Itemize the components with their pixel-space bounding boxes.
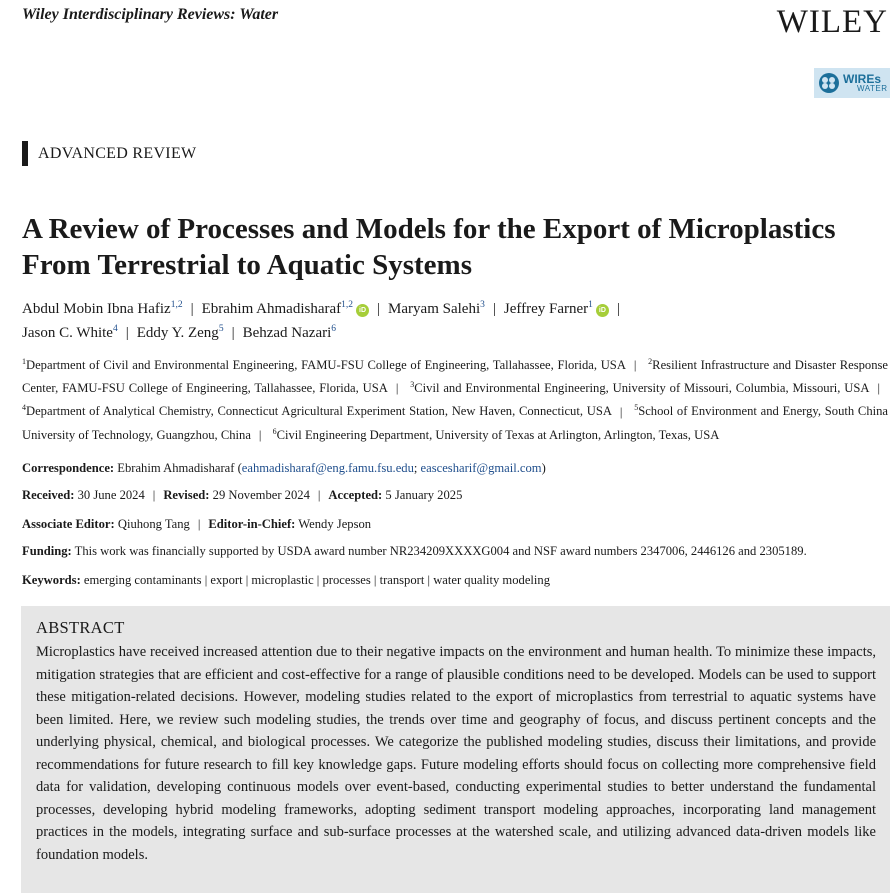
article-title: A Review of Processes and Models for the Export of Microplastics From Terrestrial to Aquatic Systems bbox=[22, 213, 836, 281]
droplet-cluster-icon bbox=[818, 72, 840, 94]
accepted-date: 5 January 2025 bbox=[385, 488, 463, 502]
abstract-heading: ABSTRACT bbox=[36, 618, 125, 637]
email-link[interactable]: eascesharif@gmail.com bbox=[420, 461, 542, 475]
author-list: Abdul Mobin Ibna Hafiz$^{1,2}$ | Ebrahim Ahmadisharaf$^{1,2}$iD | Maryam Salehi$^3$ | Jeffrey Farner$^1$iD | Jason C. White$^4$ | Eddy Y. Zeng$^5$ | Behzad Nazari$^6$ bbox=[22, 300, 620, 341]
abstract-box bbox=[21, 606, 890, 893]
affil-text: Civil and Environmental Engineering, University of Missouri, Columbia, Missouri, USA bbox=[414, 381, 870, 396]
wires-badge bbox=[814, 68, 890, 98]
keyword: emerging contaminants bbox=[83, 573, 202, 587]
author-name[interactable]: Ebrahim Ahmadisharaf bbox=[201, 301, 342, 317]
author-aff: 5 bbox=[218, 324, 224, 334]
journal-name: Wiley Interdisciplinary Reviews: Water bbox=[22, 6, 279, 23]
keyword: export bbox=[210, 573, 243, 587]
author-aff: 3 bbox=[480, 300, 485, 310]
assoc-editor-label: Associate Editor: bbox=[22, 517, 115, 531]
funding-text: This work was financially supported by USDA award number NR234209XXXXG004 and NSF award numbers 2347006, 2446126 and 2305189. bbox=[74, 544, 807, 558]
received-date: 30 June 2024 bbox=[77, 488, 145, 502]
author-name[interactable]: Behzad Nazari bbox=[242, 325, 332, 341]
keyword: microplastic bbox=[251, 573, 314, 587]
affiliations: $^1$Department of Civil and Environmental Engineering, FAMU-FSU College of Engineering, Tallahassee, Florida, USA | $^2$Resilient Infrastructure and Disaster Response Center, FAMU-FSU College of Engineering, Tallahassee, Florida, USA | $^3$Civil and Environmental Engineering, University of Missouri, Columbia, Missouri, USA | $^4$Department of Analytical Chemistry, Connecticut Agricultural Experiment Station, New Haven, Connecticut, USA | $^5$School of Environment and Energy, South China University of Technology, Guangzhou, China | $^6$Civil Engineering Department, University of Texas at Arlington, Arlington, Texas, USA bbox=[22, 357, 889, 442]
orcid-icon[interactable]: iD bbox=[356, 304, 369, 317]
author-aff: 4 bbox=[112, 324, 118, 334]
revised-label: Revised: bbox=[163, 488, 210, 502]
email-link[interactable]: eahmadisharaf@eng.famu.fsu.edu bbox=[241, 461, 414, 475]
author-name[interactable]: Eddy Y. Zeng bbox=[136, 325, 219, 341]
affil-num: 3 bbox=[410, 380, 415, 390]
correspondence-label: Correspondence: bbox=[22, 461, 115, 475]
correspondence: Correspondence: Ebrahim Ahmadisharaf (eahmadisharaf@eng.famu.fsu.edu; eascesharif@gmail.com) bbox=[22, 461, 546, 475]
publisher-logo: WILEY bbox=[776, 4, 888, 40]
keyword: water quality modeling bbox=[433, 573, 550, 587]
badge-name: WIREs bbox=[843, 72, 882, 86]
affil-num: 2 bbox=[648, 357, 653, 366]
author-aff: 1,2 bbox=[170, 300, 183, 310]
author-aff: 1 bbox=[588, 300, 593, 310]
keywords: Keywords: emerging contaminants | export | microplastic | processes | transport | water quality modeling bbox=[22, 573, 550, 587]
author-aff: 6 bbox=[331, 324, 337, 334]
received-label: Received: bbox=[22, 488, 75, 502]
affil-num: 6 bbox=[272, 426, 277, 436]
affil-text: Department of Analytical Chemistry, Connecticut Agricultural Experiment Station, New Haven, Connecticut, USA bbox=[26, 404, 612, 419]
affil-text: Civil Engineering Department, University of Texas at Arlington, Arlington, Texas, USA bbox=[276, 427, 720, 442]
affil-text: Department of Civil and Environmental Engineering, FAMU-FSU College of Engineering, Tallahassee, Florida, USA bbox=[26, 358, 626, 373]
abstract-text: Microplastics have received increased attention due to their negative impacts on the environment and human health. To minimize these impacts, mitigation strategies that are efficient and cost-effective for a range of plausible conditions need to be developed. Models can be used to support these mitigation-related decisions. However, modeling studies related to the export of microplastics from terrestrial to aquatic systems have been limited. Here, we review such modeling studies, the trends over time and geography of focus, and discuss pertinent concepts and the underlying physical, chemical, and biological processes. We categorize the published modeling studies, discuss their limitations, and provide recommendations for future research to fill key knowledge gaps. Future modeling efforts should focus on collecting more comprehensive field data for validation, developing continuous models over event-based, conducting experimental studies to better understand the fundamental processes, developing hybrid modeling frameworks, adopting sediment transport modeling approaches, incorporating land management practices in the models, integrating surface and sub-surface processes at the watershed scale, and utilizing advanced data-driven models like foundation models. bbox=[36, 644, 876, 863]
editors: Associate Editor: Qiuhong Tang | Editor-in-Chief: Wendy Jepson bbox=[22, 517, 372, 531]
correspondence-name: Ebrahim Ahmadisharaf bbox=[117, 461, 235, 475]
keyword: processes bbox=[322, 573, 371, 587]
chief-editor: Wendy Jepson bbox=[298, 517, 372, 531]
revised-date: 29 November 2024 bbox=[212, 488, 310, 502]
accepted-label: Accepted: bbox=[328, 488, 383, 502]
assoc-editor: Qiuhong Tang bbox=[117, 517, 190, 531]
funding-label: Funding: bbox=[22, 544, 72, 558]
article-type: ADVANCED REVIEW bbox=[22, 141, 196, 166]
affil-num: 5 bbox=[634, 403, 639, 413]
author-name[interactable]: Maryam Salehi bbox=[388, 301, 481, 317]
chief-editor-label: Editor-in-Chief: bbox=[208, 517, 296, 531]
author-name[interactable]: Jeffrey Farner bbox=[503, 301, 589, 317]
author-name[interactable]: Jason C. White bbox=[22, 325, 113, 341]
badge-sub: WATER bbox=[857, 84, 888, 93]
affil-text: Resilient Infrastructure and Disaster Response Center, FAMU-FSU College of Engineering, Tallahassee, Florida, USA bbox=[22, 358, 889, 396]
author-aff: 1,2 bbox=[341, 300, 354, 310]
affil-num: 4 bbox=[22, 403, 26, 413]
author-name[interactable]: Abdul Mobin Ibna Hafiz bbox=[22, 301, 171, 317]
keywords-label: Keywords: bbox=[22, 573, 81, 587]
affil-text: School of Environment and Energy, South China University of Technology, Guangzhou, China bbox=[22, 404, 888, 442]
affil-num: 1 bbox=[22, 357, 26, 366]
orcid-icon[interactable]: iD bbox=[596, 304, 609, 317]
funding bbox=[22, 544, 807, 559]
keyword: transport bbox=[379, 573, 425, 587]
article-dates: Received: 30 June 2024 | Revised: 29 November 2024 | Accepted: 5 January 2025 bbox=[22, 488, 463, 502]
